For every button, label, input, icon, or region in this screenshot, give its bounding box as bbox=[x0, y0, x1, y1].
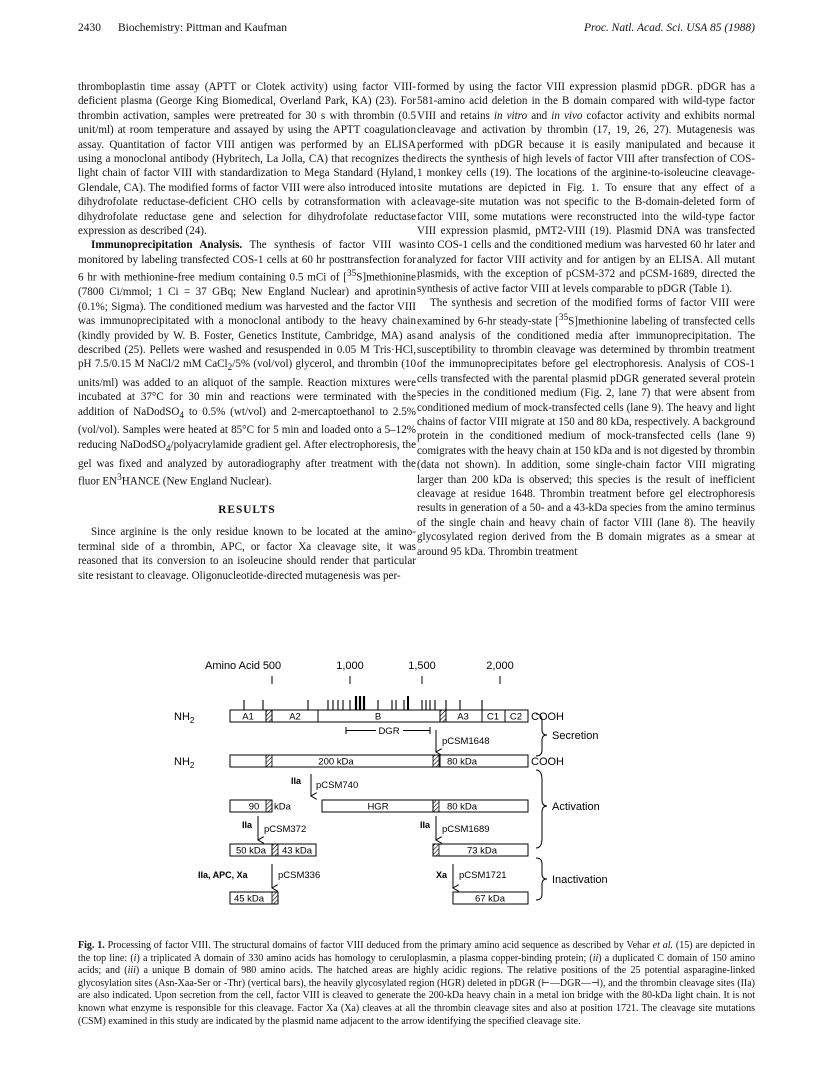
label-iia-740: IIa bbox=[291, 776, 302, 786]
right-column bbox=[417, 80, 755, 559]
label-pcsm1689: pCSM1689 bbox=[442, 824, 490, 835]
domain-a2: A2 bbox=[289, 711, 301, 723]
tick-label-1500: 1,500 bbox=[408, 660, 436, 672]
caption-label: Fig. 1. bbox=[78, 940, 105, 951]
stage-inactivation: Inactivation bbox=[552, 874, 608, 886]
label-67kda: 67 kDa bbox=[474, 893, 506, 905]
label-pcsm1648: pCSM1648 bbox=[442, 736, 490, 747]
domain-c1: C1 bbox=[486, 711, 500, 723]
tick-label-500: 500 bbox=[262, 660, 282, 672]
label-45kda: 45 kDa bbox=[233, 893, 265, 905]
acidic-region-a3 bbox=[440, 710, 446, 722]
domain-a3: A3 bbox=[457, 711, 469, 723]
dgr-label: DGR bbox=[378, 726, 400, 737]
page-number: 2430 bbox=[78, 22, 101, 34]
acidic-region-a1 bbox=[266, 710, 272, 722]
stage-activation: Activation bbox=[552, 801, 600, 813]
tick-label-1000: 1,000 bbox=[336, 660, 364, 672]
left-column bbox=[78, 80, 416, 583]
label-200kda: 200 kDa bbox=[318, 756, 354, 768]
axis-title-amino-acid: Amino Acid bbox=[205, 660, 261, 672]
cooh-terminus-label-1: COOH bbox=[531, 711, 564, 723]
label-43kda: 43 kDa bbox=[281, 845, 313, 857]
label-pcsm372: pCSM372 bbox=[264, 824, 307, 835]
domain-c2: C2 bbox=[509, 711, 523, 723]
domain-a1: A1 bbox=[242, 711, 254, 723]
label-80kda-row2: 80 kDa bbox=[446, 756, 478, 768]
tick-label-2000: 2,000 bbox=[486, 660, 514, 672]
label-iia-372: IIa bbox=[242, 820, 253, 830]
nh2-terminus-label-2: $NH_2$ bbox=[174, 756, 195, 770]
label-90: 90 bbox=[248, 801, 260, 813]
label-iia-1689: IIa bbox=[420, 820, 431, 830]
paragraph-mutagenesis: formed by using the factor VIII expression plasmid pDGR. pDGR has a 581-amino acid deletion in the B domain compared with wild-type factor VIII and retains in vitro and in vivo cofactor activity and exhibits normal cleavage and activation by thrombin (17, 19, 26, 27). Mutagenesis was performed with pDGR because it is easily manipulated and because it directs the synthesis of high levels of factor VIII after transfection of COS-1 monkey cells (19). The locations of the arginine-to-isoleucine cleavage-site mutations are depicted in Fig. 1. To ensure that any effect of a cleavage-site mutation was not specific to the B-domain-deleted form of factor VIII, some mutations were reconstructed into the wild-type factor VIII expression plasmid, pMT2-VIII (19). Plasmid DNA was transfected into COS-1 cells and the conditioned medium was harvested 60 hr later and analyzed for factor VIII activity and for antigen by an ELISA. All mutant plasmids, with the exception of pCSM-372 and pCSM-1689, directed the synthesis of active factor VIII at levels comparable to pDGR (Table 1). bbox=[417, 81, 755, 295]
paragraph-methods-continued: thromboplastin time assay (APTT or Clotek activity) using factor VIII-deficient plasma (George King Biomedical, Overland Park, KA) (23). For thrombin activation, samples were pretreated for 30 s with thrombin (0.5 unit/ml) at room temperature and assayed by using the APTT coagulation assay. Quantitation of factor VIII antigen was performed by an ELISA using a monoclonal antibody (Hybritech, La Jolla, CA) that recognizes the light chain of factor VIII with standardization to Mega Standard (Hyland, Glendale, CA). The modified forms of factor VIII were also introduced into dihydrofolate reductase-deficient CHO cells by cotransformation with a dihydrofolate reductase gene and selection for dihydrofolate reductase expression as described (24). bbox=[78, 81, 416, 238]
label-hgr: HGR bbox=[367, 801, 389, 813]
journal-citation: Proc. Natl. Acad. Sci. USA 85 (1988) bbox=[584, 22, 755, 34]
running-title: Biochemistry: Pittman and Kaufman bbox=[118, 22, 287, 34]
brace-inactivation bbox=[536, 858, 547, 900]
label-73kda: 73 kDa bbox=[466, 845, 498, 857]
section-heading-immunoprecipitation: Immunoprecipitation Analysis. bbox=[91, 239, 243, 252]
cooh-terminus-label-2: COOH bbox=[531, 756, 564, 768]
domain-b: B bbox=[374, 711, 382, 723]
axis-ticks bbox=[272, 676, 500, 684]
label-iia-apc-xa: IIa, APC, Xa bbox=[198, 870, 248, 880]
figure-factor-viii-processing bbox=[160, 652, 630, 926]
label-xa: Xa bbox=[436, 870, 448, 880]
label-pcsm740: pCSM740 bbox=[316, 780, 359, 791]
paragraph-synthesis-secretion: The synthesis and secretion of the modified forms of factor VIII were examined by 6-hr steady-state [$^{35}$S]methionine labeling of transfected cells and analysis of the conditioned media after immunoprecipitation. The susceptibility to thrombin cleavage was determined by thrombin treatment of the immunoprecipitates before gel electrophoresis. Analysis of COS-1 cells transfected with the parental plasmid pDGR generated several protein species in the conditioned medium (Fig. 2, lane 7) that were absent from conditioned medium of mock-transfected cells (lane 9). The heavy and light chains of factor VIII migrate at 150 and 80 kDa, respectively. A background protein in the conditioned medium of mock-transfected cells (lane 9) comigrates with the heavy chain at 150 kDa and is not digested by thrombin (data not shown). In addition, some single-chain factor VIII migrating larger than 200 kDa is observed; this species is the result of inefficient cleavage at residue 1648. Thrombin treatment before gel electrophoresis results in generation of a 50- and a 43-kDa species from the amino terminus of the single chain and heavy chain of factor VIII (lane 8). The heavily glycosylated region derived from the B domain migrates as a smear at around 95 kDa. Thrombin treatment bbox=[417, 297, 755, 558]
running-header bbox=[78, 22, 755, 38]
glycosylation-site-bars bbox=[244, 696, 482, 710]
label-50kda: 50 kDa bbox=[235, 845, 267, 857]
stage-secretion: Secretion bbox=[552, 730, 599, 742]
paragraph-results-intro: Since arginine is the only residue known to be located at the amino-terminal side of a thrombin, APC, or factor Xa cleavage site, it was reasoned that its conversion to an isoleucine should render that particular site resistant to cleavage. Oligonucleotide-directed mutagenesis was per- bbox=[78, 526, 416, 582]
label-80kda-row3: 80 kDa bbox=[446, 801, 478, 813]
section-heading-results: RESULTS bbox=[218, 504, 276, 516]
label-90-unit: kDa bbox=[274, 801, 291, 813]
brace-activation bbox=[536, 770, 547, 848]
single-chain-bar bbox=[230, 755, 528, 767]
paragraph-immunoprecipitation: Immunoprecipitation Analysis. The synthesis of factor VIII was monitored by labeling transfected COS-1 cells at 60 hr posttransfection for 6 hr with methionine-free medium containing 0.5 mCi of [$^{35}$S]methionine (7800 Ci/mmol; 1 Ci = 37 GBq; New England Nuclear) and aprotinin (0.1%; Sigma). The conditioned medium was harvested and the factor VIII was immunoprecipitated with a monoclonal antibody to the heavy chain (kindly provided by W. B. Foster, Genetics Institute, Cambridge, MA) as described (25). Pellets were washed and resuspended in 0.05 M Tris·HCl, pH 7.5/0.15 M NaCl/2 mM CaCl$_2$/5% (vol/vol) glycerol, and thrombin (10 units/ml) was added to an aliquot of the sample. Reaction mixtures were incubated at 37°C for 30 min and reactions were terminated with the addition of NaDodSO$_4$ to 0.5% (wt/vol) and 2-mercaptoethanol to 2.5% (vol/vol). Samples were heated at 85°C for 5 min and loaded onto a 5–12% reducing NaDodSO$_4$/polyacrylamide gradient gel. After electrophoresis, the gel was fixed and analyzed by autoradiography after treatment with the fluor $EN^3HANCE$ (New England Nuclear). bbox=[78, 239, 417, 488]
nh2-terminus-label-1: $NH_2$ bbox=[174, 711, 195, 725]
label-pcsm336: pCSM336 bbox=[278, 870, 321, 881]
label-pcsm1721: pCSM1721 bbox=[459, 870, 507, 881]
figure-caption: Fig. 1. Processing of factor VIII. The structural domains of factor VIII deduced from the primary amino acid sequence as described by Vehar et al. (15) are depicted in the top line: (i) a triplicated A domain of 330 amino acids has homology to ceruloplasmin, a plasma copper-binding protein; (ii) a duplicated C domain of 150 amino acids; and (iii) a unique B domain of 980 amino acids. The hatched areas are highly acidic regions. The relative positions of the 25 potential asparagine-linked glycosylation sites (Asn-Xaa-Ser or -Thr) (vertical bars), the heavily glycosylated region (HGR) deleted in pDGR (⊢—DGR—⊣), and the thrombin cleavage sites (IIa) are also indicated. Upon secretion from the cell, factor VIII is cleaved to generate the 200-kDa heavy chain in a metal ion bridge with the 80-kDa light chain. It is not known what enzyme is responsible for this cleavage. Factor Xa (Xa) cleaves at all the thrombin cleavage sites and also at position 1721. The cleavage site mutations (CSM) examined in this study are indicated by the plasmid name adjacent to the arrow identifying the specified cleavage site. bbox=[78, 940, 756, 1027]
